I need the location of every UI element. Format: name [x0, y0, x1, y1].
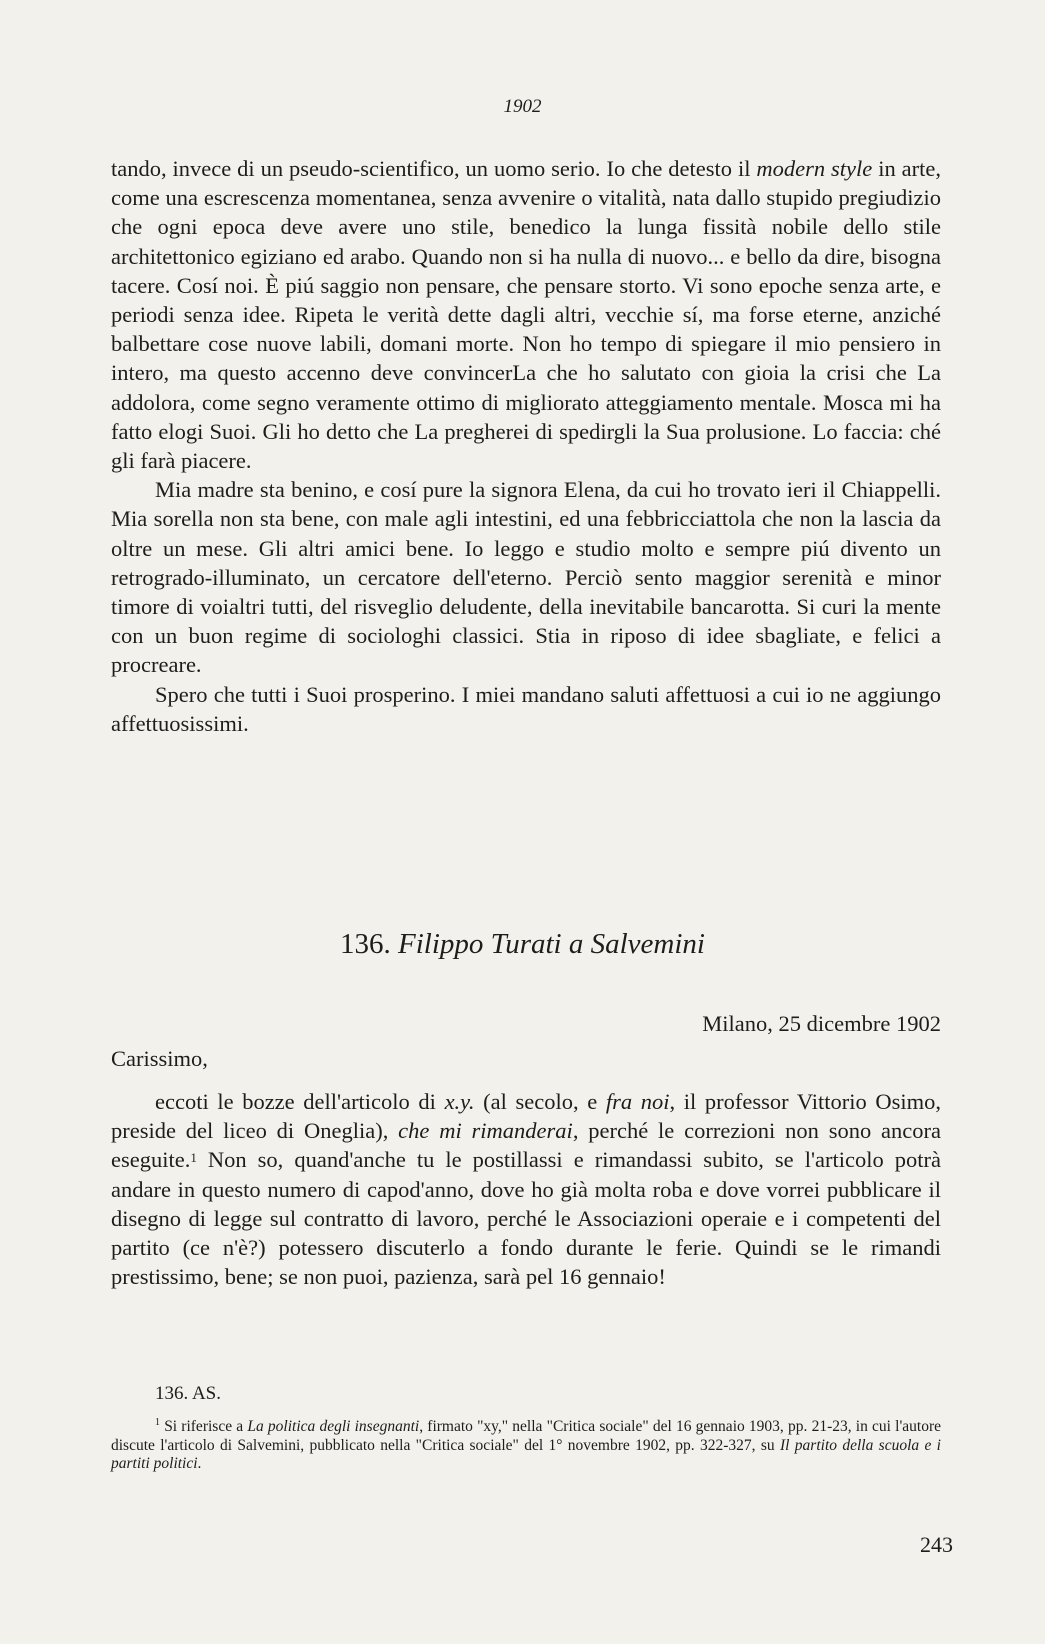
page-number: 243 [920, 1532, 953, 1557]
italic-run: La politica degli insegnanti [247, 1418, 420, 1436]
text-run: , perché le correzioni non sono ancora eseguite. [111, 1118, 941, 1173]
text-run: Non so, quand'anche tu le postillassi e rimandassi subito, se l'articolo potrà andare in questo numero di capod'anno, dove ho già molta roba e dove vorrei pubblicare il disegno di legge sul contratto di lavoro, perché le Associazioni operaie e i competenti del partito (ce n'è?) potessero discuterlo a fondo durante le ferie. Quindi se le rimandi prestissimo, bene; se non puoi, pazienza, sarà pel 16 gennaio! [111, 1147, 941, 1290]
text-run: in arte, come una escrescenza momentanea, senza avvenire o vitalità, nata dallo stupido pregiudizio che ogni epoca deve avere uno stile, benedico la lunga fissità nobile dello stile architettonico egiziano ed arabo. Quando non si ha nulla di nuovo... e bello da dire, bisogna tacere. Cosí noi. È piú saggio non pensare, che pensare storto. Vi sono epoche senza arte, e periodi senza idee. Ripeta le verità dette dagli altri, vecchie sí, ma forse eterne, anziché balbettare cose nuove labili, domani morte. Non ho tempo di spiegare il mio pensiero in intero, ma questo accenno deve convincerLa che ho salutato con gioia la crisi che La addolora, come segno veramente ottimo di migliorato atteggiamento mentale. Mosca mi ha fatto elogi Suoi. Gli ho detto che La pregherei di spedirgli la Sua prolusione. Lo faccia: ché gli farà piacere. [111, 156, 941, 474]
footnote-number: 1 [155, 1417, 160, 1428]
paragraph [111, 1087, 941, 1291]
letter-number: 136. [340, 928, 391, 960]
text-run: eccoti le bozze dell'articolo di [155, 1089, 445, 1114]
italic-run: Il partito della scuola e i partiti politici [111, 1436, 941, 1472]
letter-body [111, 1087, 941, 1291]
previous-letter-text [111, 154, 941, 738]
note-source: 136. AS. [155, 1383, 221, 1404]
italic-run: fra noi [605, 1089, 670, 1114]
paragraph [111, 154, 941, 475]
letter-title: Filippo Turati a Salvemini [398, 928, 705, 960]
letter-heading [0, 928, 1045, 961]
text-run: (al secolo, e [474, 1089, 606, 1114]
italic-run: x.y. [444, 1089, 475, 1114]
footnote-marker: 1 [190, 1150, 197, 1166]
italic-run: che mi rimanderai [398, 1118, 573, 1144]
footnotes [111, 1382, 941, 1473]
footnote-1 [111, 1414, 941, 1473]
paragraph: Spero che tutti i Suoi prosperino. I miei mandano saluti affettuosi a cui io ne aggiungo affettuosissimi. [111, 681, 941, 736]
salutation: Carissimo, [111, 1046, 208, 1071]
text-run: tando, invece di un pseudo-scientifico, un uomo serio. Io che detesto il [111, 156, 757, 181]
text-run: , il professor Vittorio Osimo, preside del liceo di Oneglia), [111, 1089, 941, 1144]
running-head: 1902 [503, 96, 542, 117]
text-run: , firmato "xy," nella "Critica sociale" del 16 gennaio 1903, pp. 21-23, in cui l'autore discute l'articolo di Salvemini, pubblicato nella "Critica sociale" del 1° novembre 1902, pp. 322-327, su [111, 1418, 941, 1454]
paragraph: Mia madre sta benino, e cosí pure la signora Elena, da cui ho trovato ieri il Chiappelli. Mia sorella non sta bene, con male agli intestini, ed una febbricciattola che non la lascia da oltre un mese. Gli altri amici bene. Io leggo e studio molto e sempre piú divento un retrogrado-illuminato, un cercatore dell'eterno. Perciò sento maggior serenità e minor timore di voialtri tutti, del risveglio deludente, della inevitabile bancarotta. Si curi la mente con un buon regime di sociologhi classici. Stia in riposo di idee sbagliate, e felici a procreare. [111, 477, 941, 678]
text-run: Si riferisce a [160, 1418, 248, 1436]
italic-run: modern style [756, 156, 873, 181]
text-run: . [197, 1454, 202, 1472]
dateline: Milano, 25 dicembre 1902 [702, 1011, 941, 1036]
